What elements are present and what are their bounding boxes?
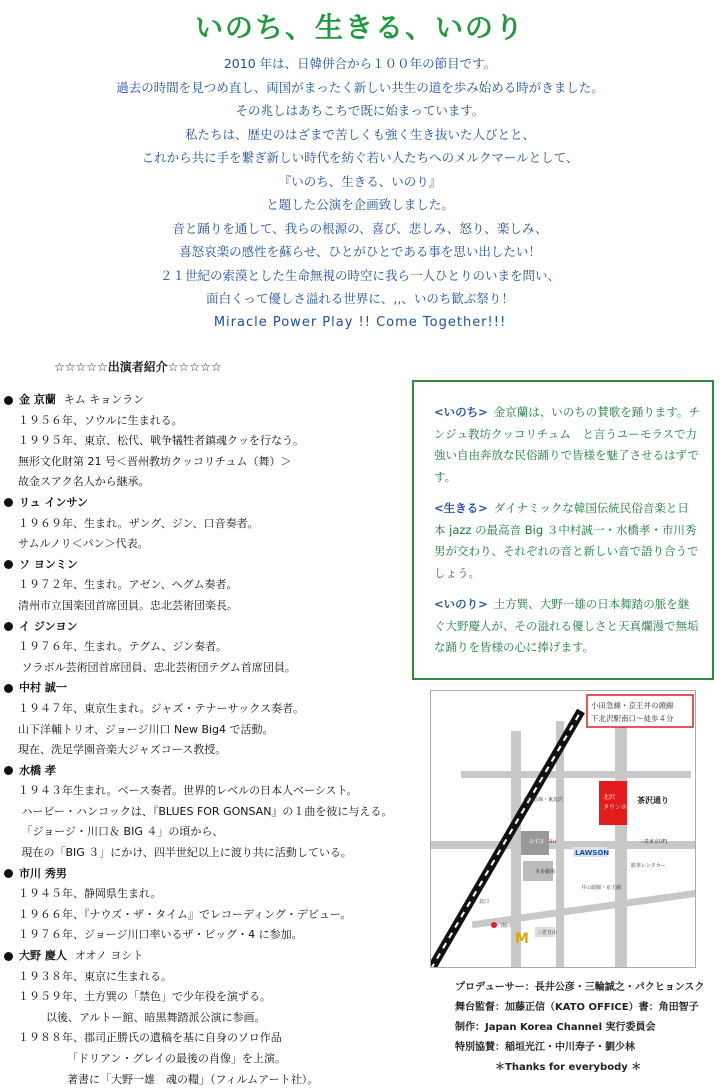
bank-label: 三菱東京UFJ xyxy=(639,839,668,845)
performer-bio-line: １９５９年、土方巽の「禁色」で少年役を演ずる。 xyxy=(18,990,271,1004)
performer-name-text: リュ インサン xyxy=(19,495,88,509)
au-label: au xyxy=(549,838,557,845)
access-line2: 下北沢駅南口〜徒歩４分 xyxy=(591,714,674,723)
page-title: いのち、生きる、いのり xyxy=(194,11,525,44)
performer-name-text: 金 京蘭 xyxy=(19,393,56,406)
motto: Miracle Power Play !! Come Together!!! xyxy=(213,314,507,330)
credit-line: 特別協賛：稲垣光江・中川寿子・劉少林 xyxy=(455,1042,635,1053)
mcdonalds-icon: M xyxy=(515,931,529,947)
bullet-icon xyxy=(4,560,13,569)
box-text: 土方巽、大野一雄の日本舞踏の脈を継ぐ大野慶人が、その溢れる優しさと天真爛漫で無垢な踊りを皆様の心に捧げます。 xyxy=(434,597,699,654)
performer-name xyxy=(0,946,410,967)
map-graphic xyxy=(431,691,696,968)
performer-name-text: 水橋 孝 xyxy=(19,763,56,777)
performer-bio-line: 故金スアク名人から継承。 xyxy=(18,475,150,489)
performers-list xyxy=(0,390,410,1090)
bullet-icon xyxy=(4,396,13,405)
credit-line: 制作：Japan Korea Channel 実行委員会 xyxy=(455,1022,656,1033)
intro-line: ２１世紀の索漠とした生命無視の時空に我ら一人ひとりのいまを問い、 xyxy=(159,267,560,283)
bullet-icon xyxy=(4,869,13,878)
performer-name-text: 中村 誠一 xyxy=(19,681,67,695)
venue-label: タウンホール xyxy=(603,804,639,811)
credits xyxy=(455,978,704,1078)
box-label: <生きる> xyxy=(434,501,488,515)
bullet-icon xyxy=(4,952,13,961)
bullet-icon xyxy=(4,622,13,631)
performer-name-text: イ ジンヨン xyxy=(19,619,78,633)
performer-name-text: ソ ヨンミン xyxy=(19,557,78,571)
north-exit-label: 北口 xyxy=(479,899,490,905)
station-label: 下北沢 xyxy=(481,908,500,915)
credit-line: 舞台監督：加藤正信（KATO OFFICE）書：角田智子 xyxy=(455,1002,699,1013)
program-box xyxy=(412,380,714,680)
performer-bio-line: １９７６年、生まれ。テグム、ジン奏者。 xyxy=(18,640,228,654)
performer-name xyxy=(0,864,410,885)
credit-line: プロデューサー：長井公彦・三輪誠之・パクヒョンスク xyxy=(455,982,705,993)
performer-bio-line: サムルノリ＜パン＞代表。 xyxy=(18,537,149,551)
performer-bio-line: １９８８年、郡司正勝氏の遺稿を基に自身のソロ作品 xyxy=(18,1031,282,1045)
performer-name xyxy=(0,761,410,782)
odakyu-label: 小田急線・東北沢 xyxy=(523,797,564,803)
theater-label: 本多劇場 xyxy=(535,869,556,875)
box-label: <いのち> xyxy=(434,405,488,419)
performer-bio-line: 「ジョージ・川口＆ BIG ４」の頃から、 xyxy=(18,825,224,839)
box-text: 金京蘭は、いのちの賛歌を踊ります。チンジュ教坊クッコリチュム と言うユーモラスで力強い自由奔放な民俗踊りで皆様を魅了させるはずです。 xyxy=(434,405,700,484)
performer-name xyxy=(0,555,410,576)
performer-bio-line: １９６９年、生まれ。ザング、ジン、口音奏者。 xyxy=(18,516,259,530)
intro-line: 面白くって優しさ溢れる世界に、,,、いのち歓ぶ祭り！ xyxy=(206,291,514,306)
keio-label: 井の頭線・京王線 xyxy=(581,885,622,891)
intro-line: と題した公演を企画致しました。 xyxy=(266,197,454,212)
performer-bio-line: １９７６年、ジョージ川口率いるザ・ビッグ・4 に参加。 xyxy=(18,928,303,942)
box-text: ダイナミックな韓国伝統民俗音楽と日本 jazz の最高音 Big ３中村誠一・水橋孝・市川秀男が交わり、それぞれの音と新しい音で語り合うでしょう。 xyxy=(434,501,699,580)
performer-bio-line: 「ドリアン・グレイの最後の肖像」を上演。 xyxy=(18,1052,286,1065)
intro-line: 過去の時間を見つめ直し、両国がまったく新しい共生の道を歩み始める時がきました。 xyxy=(116,79,604,95)
performer-bio-line: １９４３年生まれ。ベース奏者。世界的レベルの日本人ベーシスト。 xyxy=(18,784,358,798)
access-map xyxy=(430,690,696,968)
intro-text xyxy=(0,52,720,334)
performer-name xyxy=(0,617,410,638)
performer-bio-line: 清州市立国楽団首席団員。忠北芸術団楽長。 xyxy=(18,598,238,612)
performer-bio-line: 無形文化財第 21 号＜晋州教坊クッコリチュム（舞）＞ xyxy=(18,454,292,468)
performer-name-text: 大野 慶人 xyxy=(19,949,67,963)
bullet-icon xyxy=(4,498,13,507)
city-label: 三省自由 xyxy=(537,930,558,936)
performer-bio-line: １９７２年、生まれ。アゼン、ヘグム奏者。 xyxy=(18,578,238,592)
performer-bio-line: １９６６年、『ナウズ・ザ・タイム』でレコーディング・デビュー。 xyxy=(18,907,352,921)
venue-building xyxy=(599,781,627,825)
box-paragraph-inochi xyxy=(434,402,700,488)
intro-line: 私たちは、歴史のはざまで苦しくも強く生き抜いた人びとと、 xyxy=(184,126,535,142)
box-label: <いのり> xyxy=(434,597,488,611)
performer-bio-line: １９９５年、東京、松代、戦争犠牲者鎮魂クッを行なう。 xyxy=(18,434,304,448)
thanks-line: ＊Thanks for everybody ＊ xyxy=(495,1062,642,1073)
performer-bio-line: １９５６年、ソウルに生まれる。 xyxy=(18,413,183,427)
performer-bio-line: １９３８年、東京に生まれる。 xyxy=(18,969,172,983)
intro-line: 音と踊りを通して、我らの根源の、喜び、悲しみ、怒り、楽しみ、 xyxy=(172,220,548,236)
performer-bio-line: ハービー・ハンコックは、『BLUES FOR GONSAN』の１曲を彼に与える。 xyxy=(18,804,393,818)
box-paragraph-inori xyxy=(434,594,700,659)
performer-bio-line: 山下洋輔トリオ、ジョージ川口 New Big4 で活動。 xyxy=(18,722,274,736)
performer-kana: キム キョンラン xyxy=(63,393,145,406)
south-exit-marker xyxy=(491,922,497,928)
performer-kana: オオノ ヨシト xyxy=(74,949,144,963)
venue-label: 北沢 xyxy=(603,794,616,801)
intro-line: 2010 年は、日韓併合から１００年の節目です。 xyxy=(223,56,497,71)
performer-name xyxy=(0,390,410,411)
performer-bio-line: 現在の「BIG ３」にかけ、四半世紀以上に渡り共に活動している。 xyxy=(18,846,352,860)
performer-bio-line: １９４７年、東京生まれ。ジャズ・テナーサックス奏者。 xyxy=(18,701,305,715)
south-exit-label: 南口 xyxy=(501,923,512,929)
box-paragraph-ikiru xyxy=(434,498,700,584)
performer-bio-line: 現在、洗足学園音楽大ジャズコース教授。 xyxy=(18,743,227,757)
rentacar-label: 駐車レンタカー xyxy=(631,863,666,869)
performer-bio-line: ソラボル芸術団首席団員、忠北芸術団テグム首席団員。 xyxy=(18,660,296,674)
performers-heading: ☆☆☆☆☆出演者紹介☆☆☆☆☆ xyxy=(54,360,222,374)
bullet-icon xyxy=(4,766,13,775)
intro-line: 喜怒哀楽の感性を蘇らせ、ひとがひとである事を思い出したい！ xyxy=(179,244,541,259)
intro-line: 『いのち、生きる、いのり』 xyxy=(278,173,442,189)
performer-name xyxy=(0,678,410,699)
performer-name-text: 市川 秀男 xyxy=(19,866,67,880)
access-line1: 小田急線・京王井の頭線 xyxy=(591,701,674,710)
performer-bio-line: 著書に「大野一雄 魂の糧」（フィルムアート社）。 xyxy=(18,1072,319,1086)
intro-line: これから共に手を繋ぎ新しい時代を紡ぐ若い人たちへのメルクマールとして、 xyxy=(141,150,579,165)
mizuho-label: みずほ xyxy=(529,839,545,845)
performer-bio-line: 以後、アルトー館、暗黒舞踏派公演に参画。 xyxy=(18,1010,266,1024)
performer-bio-line: １９４５年、静岡県生まれ。 xyxy=(18,887,162,901)
bullet-icon xyxy=(4,684,13,693)
performer-name xyxy=(0,493,410,514)
intro-line: その兆しはあちこちで既に始まっています。 xyxy=(235,103,485,118)
street-label: 茶沢通り xyxy=(637,796,669,805)
lawson-label: LAWSON xyxy=(575,849,610,857)
